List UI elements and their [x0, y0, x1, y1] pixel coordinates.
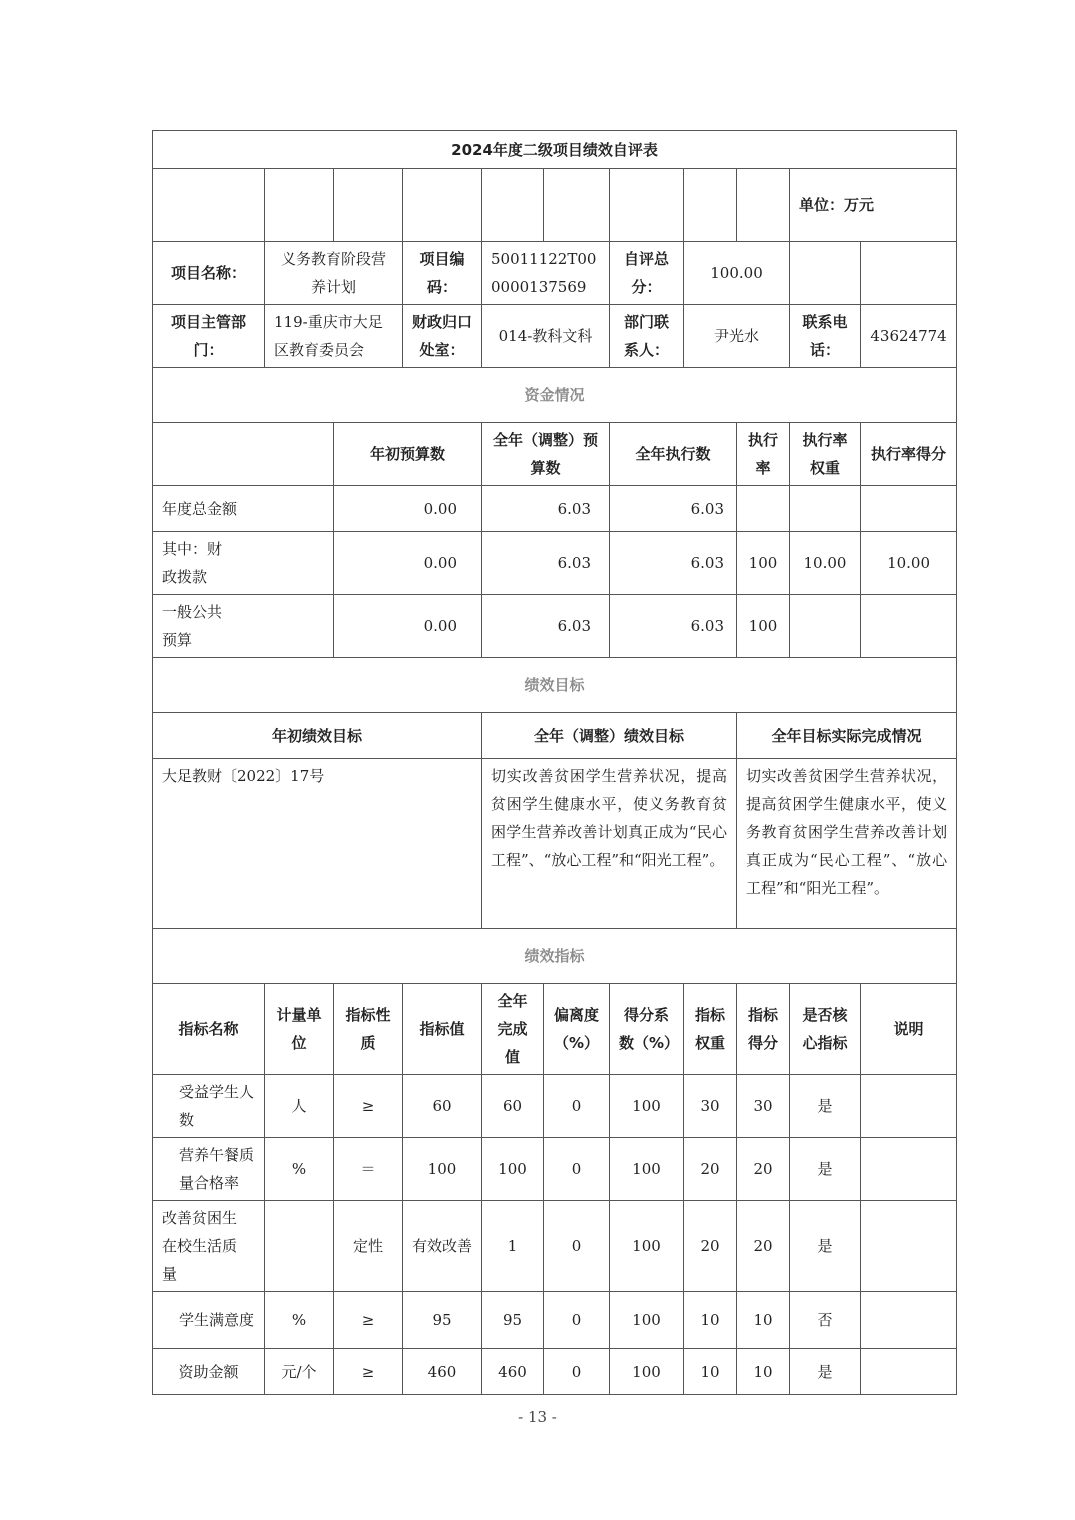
ind-note — [861, 1292, 957, 1349]
ind-deviation: 0 — [544, 1349, 610, 1395]
ind-unit: 元/个 — [265, 1349, 334, 1395]
ind-score: 30 — [737, 1075, 790, 1138]
empty-cell — [861, 242, 957, 305]
ind-deviation: 0 — [544, 1075, 610, 1138]
funds-initial-value: 0.00 — [334, 532, 482, 595]
funds-rate-value: 100 — [737, 532, 790, 595]
phone-label: 联系电话： — [790, 305, 861, 368]
project-name-label: 项目名称： — [153, 242, 265, 305]
ind-nature: ＝ — [334, 1138, 403, 1201]
ind-actual: 1 — [482, 1201, 544, 1292]
empty-cell — [544, 169, 610, 242]
ind-coef: 100 — [610, 1201, 684, 1292]
ind-name: 受益学生人数 — [153, 1075, 265, 1138]
ind-unit: % — [265, 1292, 334, 1349]
funds-row-label: 一般公共预算 — [153, 595, 334, 658]
table-row — [153, 1138, 957, 1201]
empty-cell — [610, 169, 684, 242]
funds-header-initial: 年初预算数 — [334, 423, 482, 486]
funds-header-adjusted: 全年（调整）预算数 — [482, 423, 610, 486]
ind-actual: 60 — [482, 1075, 544, 1138]
funds-rate-value — [737, 486, 790, 532]
funds-executed-value: 6.03 — [610, 532, 737, 595]
ind-weight: 20 — [684, 1201, 737, 1292]
ind-coef: 100 — [610, 1075, 684, 1138]
project-code-value: 50011122T000000137569 — [482, 242, 610, 305]
table-row — [153, 1349, 957, 1395]
ind-nature: 定性 — [334, 1201, 403, 1292]
finance-office-value: 014-教科文科 — [482, 305, 610, 368]
funds-score-value: 10.00 — [861, 532, 957, 595]
ind-unit — [265, 1201, 334, 1292]
empty-cell — [403, 169, 482, 242]
self-score-value: 100.00 — [684, 242, 790, 305]
ind-core: 是 — [790, 1138, 861, 1201]
goals-adjusted-text: 切实改善贫困学生营养状况，提高贫困学生健康水平，使义务教育贫困学生营养改善计划真正成为“民心工程”、“放心工程”和“阳光工程”。 — [482, 759, 737, 929]
ind-header-weight: 指标权重 — [684, 984, 737, 1075]
ind-name: 营养午餐质量合格率 — [153, 1138, 265, 1201]
ind-note — [861, 1138, 957, 1201]
ind-core: 是 — [790, 1349, 861, 1395]
funds-weight-value: 10.00 — [790, 532, 861, 595]
ind-note — [861, 1201, 957, 1292]
ind-target: 有效改善 — [403, 1201, 482, 1292]
self-score-label: 自评总分： — [610, 242, 684, 305]
ind-note — [861, 1075, 957, 1138]
ind-weight: 10 — [684, 1292, 737, 1349]
ind-weight: 20 — [684, 1138, 737, 1201]
ind-score: 20 — [737, 1138, 790, 1201]
ind-coef: 100 — [610, 1292, 684, 1349]
dept-label: 项目主管部门： — [153, 305, 265, 368]
table-row — [153, 1075, 957, 1138]
ind-header-nature: 指标性质 — [334, 984, 403, 1075]
ind-weight: 10 — [684, 1349, 737, 1395]
empty-cell — [482, 169, 544, 242]
funds-adjusted-value: 6.03 — [482, 486, 610, 532]
table-title: 2024年度二级项目绩效自评表 — [153, 131, 957, 169]
performance-evaluation-table — [152, 130, 957, 1395]
goals-header-actual: 全年目标实际完成情况 — [737, 713, 957, 759]
goals-header-initial: 年初绩效目标 — [153, 713, 482, 759]
ind-header-deviation: 偏离度（%） — [544, 984, 610, 1075]
funds-adjusted-value: 6.03 — [482, 595, 610, 658]
ind-deviation: 0 — [544, 1201, 610, 1292]
ind-nature: ≥ — [334, 1075, 403, 1138]
ind-deviation: 0 — [544, 1138, 610, 1201]
ind-header-unit: 计量单位 — [265, 984, 334, 1075]
ind-header-note: 说明 — [861, 984, 957, 1075]
funds-header-rate: 执行率 — [737, 423, 790, 486]
goals-section-title: 绩效目标 — [153, 658, 957, 713]
ind-header-score: 指标得分 — [737, 984, 790, 1075]
ind-nature: ≥ — [334, 1349, 403, 1395]
ind-nature: ≥ — [334, 1292, 403, 1349]
funds-weight-value — [790, 486, 861, 532]
unit-label: 单位：万元 — [790, 169, 957, 242]
ind-score: 10 — [737, 1349, 790, 1395]
ind-actual: 95 — [482, 1292, 544, 1349]
table-row — [153, 532, 957, 595]
ind-target: 100 — [403, 1138, 482, 1201]
ind-unit: 人 — [265, 1075, 334, 1138]
goals-initial-text: 大足教财〔2022〕17号 — [153, 759, 482, 929]
ind-coef: 100 — [610, 1138, 684, 1201]
funds-row-label: 年度总金额 — [153, 486, 334, 532]
funds-initial-value: 0.00 — [334, 486, 482, 532]
contact-label: 部门联系人： — [610, 305, 684, 368]
funds-score-value — [861, 486, 957, 532]
ind-weight: 30 — [684, 1075, 737, 1138]
funds-header-score: 执行率得分 — [861, 423, 957, 486]
ind-actual: 460 — [482, 1349, 544, 1395]
empty-cell — [737, 169, 790, 242]
contact-value: 尹光水 — [684, 305, 790, 368]
empty-cell — [153, 423, 334, 486]
page-number: - 13 - — [518, 1408, 557, 1426]
ind-target: 60 — [403, 1075, 482, 1138]
ind-header-actual: 全年完成值 — [482, 984, 544, 1075]
ind-name: 学生满意度 — [153, 1292, 265, 1349]
funds-adjusted-value: 6.03 — [482, 532, 610, 595]
funds-executed-value: 6.03 — [610, 595, 737, 658]
ind-deviation: 0 — [544, 1292, 610, 1349]
funds-initial-value: 0.00 — [334, 595, 482, 658]
table-row — [153, 486, 957, 532]
ind-actual: 100 — [482, 1138, 544, 1201]
funds-executed-value: 6.03 — [610, 486, 737, 532]
empty-cell — [265, 169, 334, 242]
empty-cell — [684, 169, 737, 242]
funds-header-weight: 执行率权重 — [790, 423, 861, 486]
funds-weight-value — [790, 595, 861, 658]
funds-section-title: 资金情况 — [153, 368, 957, 423]
ind-unit: % — [265, 1138, 334, 1201]
funds-score-value — [861, 595, 957, 658]
ind-name: 资助金额 — [153, 1349, 265, 1395]
ind-name: 改善贫困生在校生活质量 — [153, 1201, 265, 1292]
ind-core: 是 — [790, 1075, 861, 1138]
ind-note — [861, 1349, 957, 1395]
project-code-label: 项目编码： — [403, 242, 482, 305]
table-row — [153, 1201, 957, 1292]
dept-value: 119-重庆市大足区教育委员会 — [265, 305, 403, 368]
ind-coef: 100 — [610, 1349, 684, 1395]
project-name-value: 义务教育阶段营养计划 — [265, 242, 403, 305]
indicators-section-title: 绩效指标 — [153, 929, 957, 984]
empty-cell — [153, 169, 265, 242]
phone-value: 43624774 — [861, 305, 957, 368]
goals-header-adjusted: 全年（调整）绩效目标 — [482, 713, 737, 759]
ind-header-core: 是否核心指标 — [790, 984, 861, 1075]
ind-score: 20 — [737, 1201, 790, 1292]
goals-actual-text: 切实改善贫困学生营养状况，提高贫困学生健康水平，使义务教育贫困学生营养改善计划真正成为“民心工程”、“放心工程”和“阳光工程”。 — [737, 759, 957, 929]
empty-cell — [790, 242, 861, 305]
funds-header-executed: 全年执行数 — [610, 423, 737, 486]
ind-score: 10 — [737, 1292, 790, 1349]
table-row — [153, 595, 957, 658]
ind-target: 95 — [403, 1292, 482, 1349]
ind-header-coef: 得分系数（%） — [610, 984, 684, 1075]
ind-core: 是 — [790, 1201, 861, 1292]
ind-header-name: 指标名称 — [153, 984, 265, 1075]
empty-cell — [334, 169, 403, 242]
finance-office-label: 财政归口处室： — [403, 305, 482, 368]
funds-rate-value: 100 — [737, 595, 790, 658]
table-row — [153, 1292, 957, 1349]
ind-header-target: 指标值 — [403, 984, 482, 1075]
ind-target: 460 — [403, 1349, 482, 1395]
funds-row-label: 其中：财政拨款 — [153, 532, 334, 595]
ind-core: 否 — [790, 1292, 861, 1349]
